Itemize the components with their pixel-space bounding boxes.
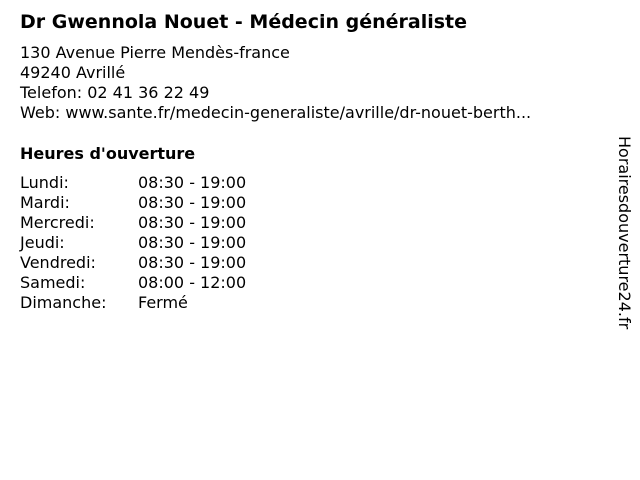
hours-row-sunday bbox=[20, 293, 320, 313]
hours-row-monday bbox=[20, 173, 320, 193]
opening-hours-list bbox=[20, 173, 320, 313]
hours-row-friday bbox=[20, 253, 320, 273]
street-address: 130 Avenue Pierre Mendès-france bbox=[20, 43, 290, 62]
hours-row-wednesday bbox=[20, 213, 320, 233]
phone-number: Telefon: 02 41 36 22 49 bbox=[20, 83, 210, 102]
time-range: 08:30 - 19:00 bbox=[138, 193, 247, 212]
time-range: Fermé bbox=[138, 293, 188, 312]
time-range: 08:30 - 19:00 bbox=[138, 233, 247, 252]
day-label: Vendredi: bbox=[20, 253, 96, 272]
site-brand-vertical: Horairesdouverture24.fr bbox=[615, 136, 634, 330]
hours-row-tuesday bbox=[20, 193, 320, 213]
day-label: Samedi: bbox=[20, 273, 86, 292]
address-block bbox=[20, 43, 531, 123]
time-range: 08:30 - 19:00 bbox=[138, 253, 247, 272]
hours-row-thursday bbox=[20, 233, 320, 253]
hours-row-saturday bbox=[20, 273, 320, 293]
day-label: Mercredi: bbox=[20, 213, 95, 232]
day-label: Dimanche: bbox=[20, 293, 107, 312]
day-label: Lundi: bbox=[20, 173, 69, 192]
day-label: Mardi: bbox=[20, 193, 70, 212]
website-link[interactable]: Web: www.sante.fr/medecin-generaliste/avrille/dr-nouet-berth... bbox=[20, 103, 532, 122]
page-title: Dr Gwennola Nouet - Médecin généraliste bbox=[20, 11, 468, 33]
time-range: 08:00 - 12:00 bbox=[138, 273, 247, 292]
opening-hours-heading: Heures d'ouverture bbox=[20, 144, 196, 163]
time-range: 08:30 - 19:00 bbox=[138, 213, 247, 232]
city-address: 49240 Avrillé bbox=[20, 63, 126, 82]
time-range: 08:30 - 19:00 bbox=[138, 173, 247, 192]
day-label: Jeudi: bbox=[20, 233, 65, 252]
